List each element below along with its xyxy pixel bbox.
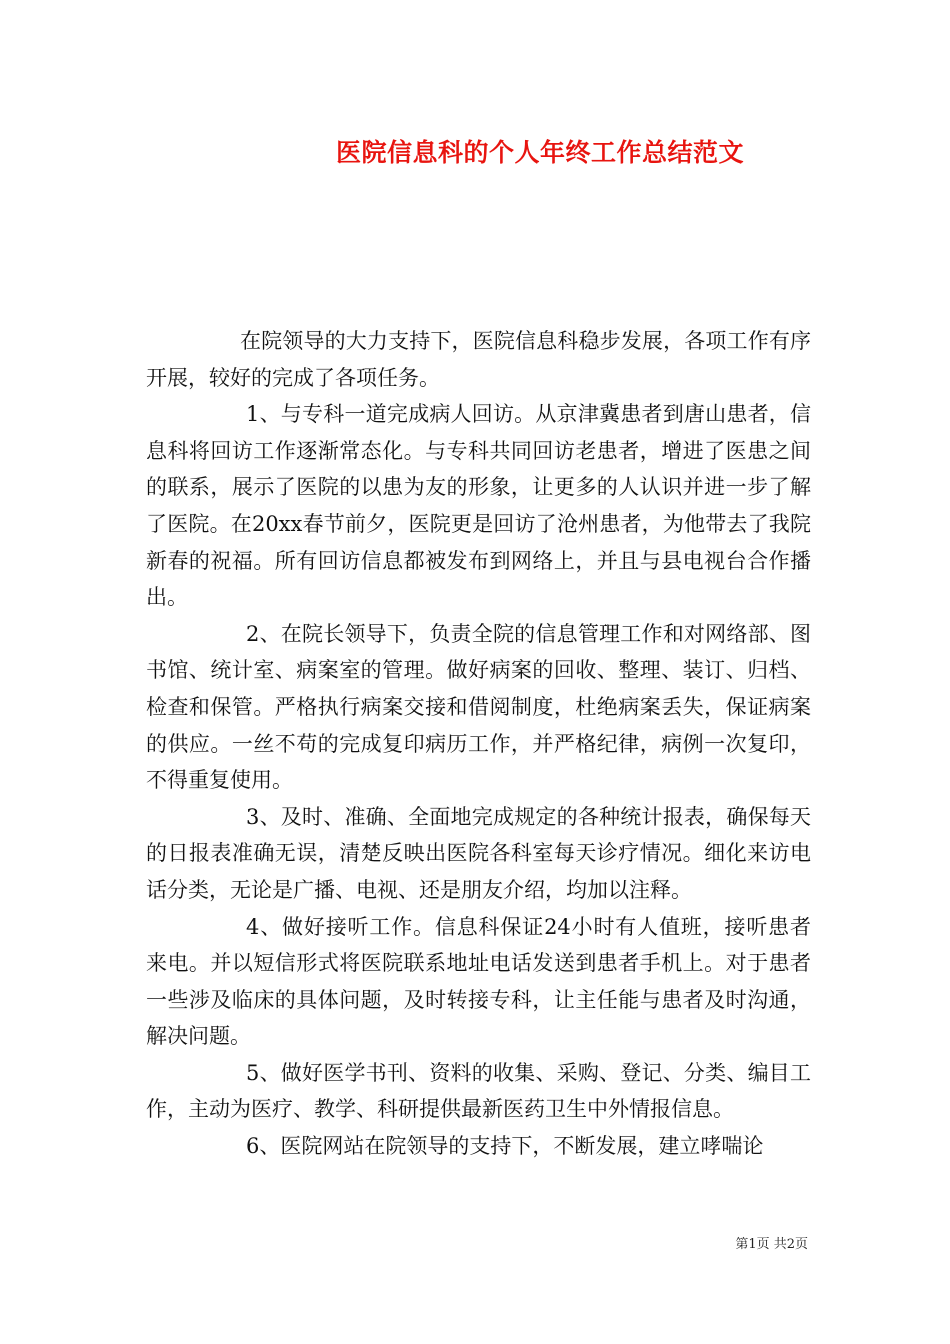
paragraph-item-5: 5、做好医学书刊、资料的收集、采购、登记、分类、编目工作，主动为医疗、教学、科研提供最新医药卫生中外情报信息。 bbox=[146, 1060, 811, 1122]
paragraph-intro: 在院领导的大力支持下，医院信息科稳步发展，各项工作有序开展，较好的完成了各项任务。 bbox=[146, 329, 811, 390]
document-body bbox=[146, 323, 811, 1165]
paragraph-item-3: 3、及时、准确、全面地完成规定的各种统计报表，确保每天的日报表准确无误，清楚反映出医院各科室每天诊疗情况。细化来访电话分类，无论是广播、电视、还是朋友介绍，均加以注释。 bbox=[146, 804, 811, 902]
page-number-footer: 第1页 共2页 bbox=[735, 1237, 808, 1252]
paragraph-item-2: 2、在院长领导下，负责全院的信息管理工作和对网络部、图书馆、统计室、病案室的管理。做好病案的回收、整理、装订、归档、检查和保管。严格执行病案交接和借阅制度，杜绝病案丢失，保证病案的供应。一丝不苟的完成复印病历工作，并严格纪律，病例一次复印，不得重复使用。 bbox=[146, 621, 811, 793]
paragraph-item-1: 1、与专科一道完成病人回访。从京津冀患者到唐山患者，信息科将回访工作逐渐常态化。与专科共同回访老患者，增进了医患之间的联系，展示了医院的以患为友的形象，让更多的人认识并进一步了解了医院。在20xx春节前夕，医院更是回访了沧州患者，为他带去了我院新春的祝福。所有回访信息都被发布到网络上，并且与县电视台合作播出。 bbox=[146, 402, 811, 610]
paragraph-item-4: 4、做好接听工作。信息科保证24小时有人值班，接听患者来电。并以短信形式将医院联系地址电话发送到患者手机上。对于患者一些涉及临床的具体问题，及时转接专科，让主任能与患者及时沟通，解决问题。 bbox=[146, 914, 811, 1049]
page-title: 医院信息科的个人年终工作总结范文 bbox=[335, 138, 744, 167]
paragraph-item-6: 6、医院网站在院领导的支持下，不断发展，建立哮喘论 bbox=[246, 1134, 764, 1159]
